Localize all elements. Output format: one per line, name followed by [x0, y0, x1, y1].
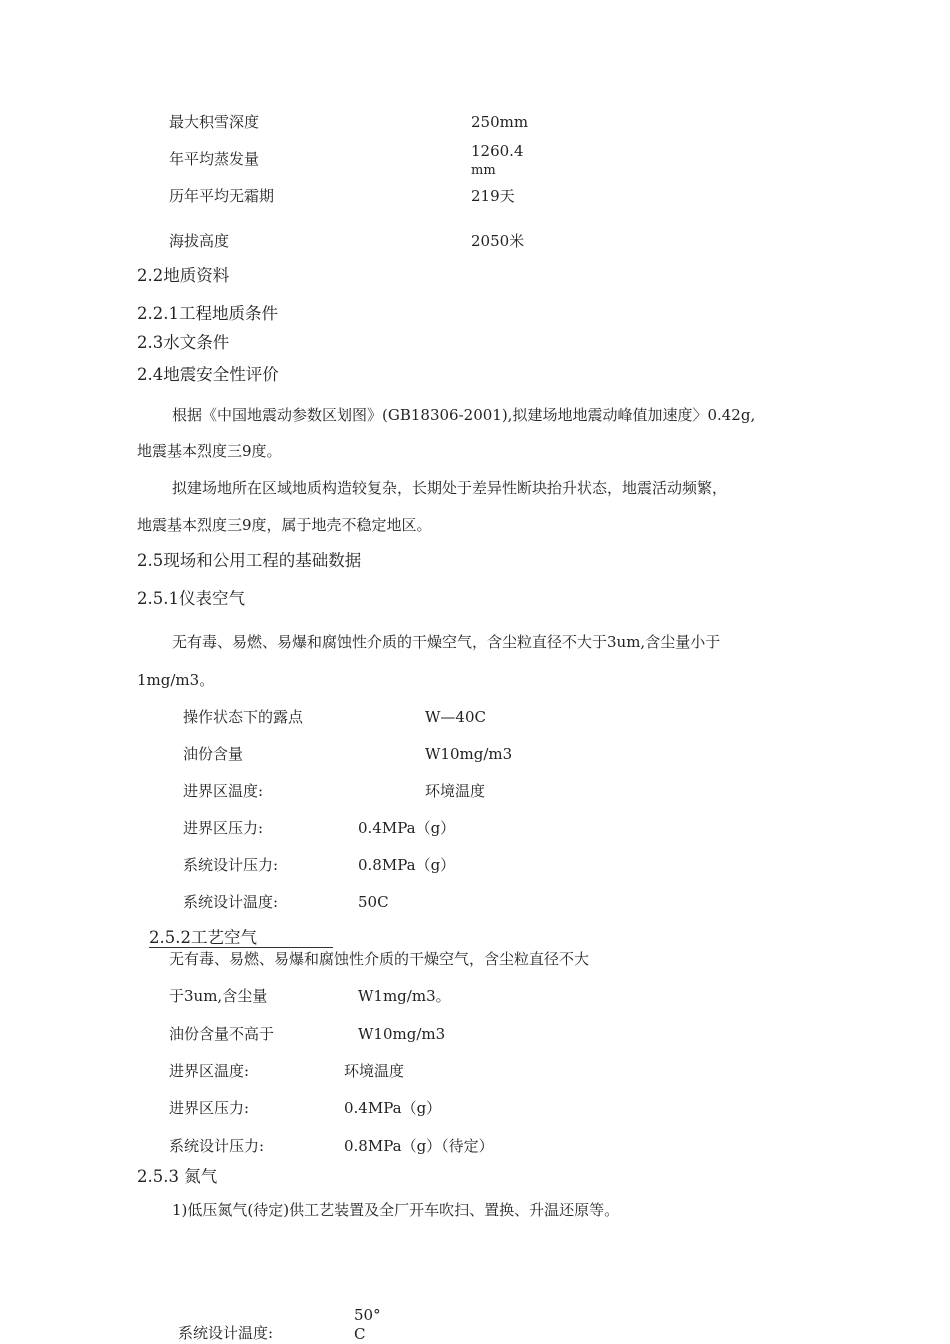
ia-row-label: 操作状态下的露点: [183, 708, 304, 726]
heading-2-4: 2.4地震安全性评价: [137, 365, 279, 384]
pa-row-value: 0.4MPa（g）: [344, 1099, 442, 1117]
frost-free-value: 219天: [471, 187, 515, 205]
pa-row-value: W1mg/m3。: [358, 987, 451, 1005]
pa-row-value: 0.8MPa（g）（待定）: [344, 1137, 494, 1155]
pa-row-label: 油份含量不高于: [169, 1025, 275, 1043]
pa-row-label: 进界区温度:: [169, 1062, 250, 1080]
ia-row-value: 0.4MPa（g）: [358, 819, 456, 837]
altitude-label: 海拔高度: [169, 232, 230, 250]
seismic-p2-line1: 拟建场地所在区域地质构造较复杂，长期处于差异性断块抬升状态，地震活动频繁，: [172, 479, 728, 497]
heading-2-5-1: 2.5.1仪表空气: [137, 589, 245, 608]
heading-2-5-3: 2.5.3 氮气: [137, 1167, 218, 1186]
pa-row-value: W10mg/m3: [358, 1025, 446, 1043]
snow-depth-value: 250mm: [471, 113, 529, 131]
heading-2-5-2-text: 2.5.2工艺空气: [149, 929, 333, 948]
pa-row-label: 进界区压力:: [169, 1099, 250, 1117]
heading-2-3: 2.3水文条件: [137, 333, 230, 352]
ia-row-label: 进界区压力:: [183, 819, 264, 837]
heading-2-2-1: 2.2.1工程地质条件: [137, 304, 278, 323]
heading-2-5: 2.5现场和公用工程的基础数据: [137, 551, 362, 570]
ia-row-value: 0.8MPa（g）: [358, 856, 456, 874]
evaporation-value-line1: 1260.4: [471, 142, 524, 160]
ia-row-value: W10mg/m3: [425, 745, 513, 763]
ia-row-value: 50C: [358, 893, 389, 911]
seismic-p1-line1: 根据《中国地震动参数区划图》(GB18306-2001),拟建场地地震动峰值加速度〉0.42g,: [172, 406, 756, 424]
frost-free-label: 历年平均无霜期: [169, 187, 275, 205]
ia-row-value: 环境温度: [425, 782, 486, 800]
ia-row-label: 油份含量: [183, 745, 244, 763]
nitrogen-design-temp-value-line2: C: [354, 1325, 366, 1343]
pa-row-value: 环境温度: [344, 1062, 405, 1080]
seismic-p1-line2: 地震基本烈度三9度。: [137, 442, 282, 460]
nitrogen-design-temp-value-line1: 50°: [354, 1306, 381, 1324]
ia-row-label: 系统设计温度:: [183, 893, 279, 911]
seismic-p2-line2: 地震基本烈度三9度，属于地壳不稳定地区。: [137, 516, 432, 534]
instrument-air-desc-line2: 1mg/m3。: [137, 671, 215, 689]
ia-row-value: W—40C: [425, 708, 486, 726]
heading-2-2: 2.2地质资料: [137, 266, 230, 285]
ia-row-label: 进界区温度:: [183, 782, 264, 800]
nitrogen-design-temp-label: 系统设计温度:: [178, 1324, 274, 1342]
pa-row-label: 系统设计压力:: [169, 1137, 265, 1155]
pa-row-label: 于3um,含尘量: [169, 987, 268, 1005]
instrument-air-desc-line1: 无有毒、易燃、易爆和腐蚀性介质的干燥空气，含尘粒直径不大于3um,含尘量小于: [172, 633, 721, 651]
heading-2-5-2: [149, 929, 333, 948]
evaporation-value-line2: mm: [471, 163, 496, 178]
snow-depth-label: 最大积雪深度: [169, 113, 260, 131]
process-air-desc-line1: 无有毒、易燃、易爆和腐蚀性介质的干燥空气，含尘粒直径不大: [169, 950, 590, 968]
ia-row-label: 系统设计压力:: [183, 856, 279, 874]
altitude-value: 2050米: [471, 232, 525, 250]
nitrogen-item-1: 1)低压氮气(待定)供工艺装置及全厂开车吹扫、置换、升温还原等。: [172, 1201, 620, 1219]
evaporation-label: 年平均蒸发量: [169, 150, 260, 168]
